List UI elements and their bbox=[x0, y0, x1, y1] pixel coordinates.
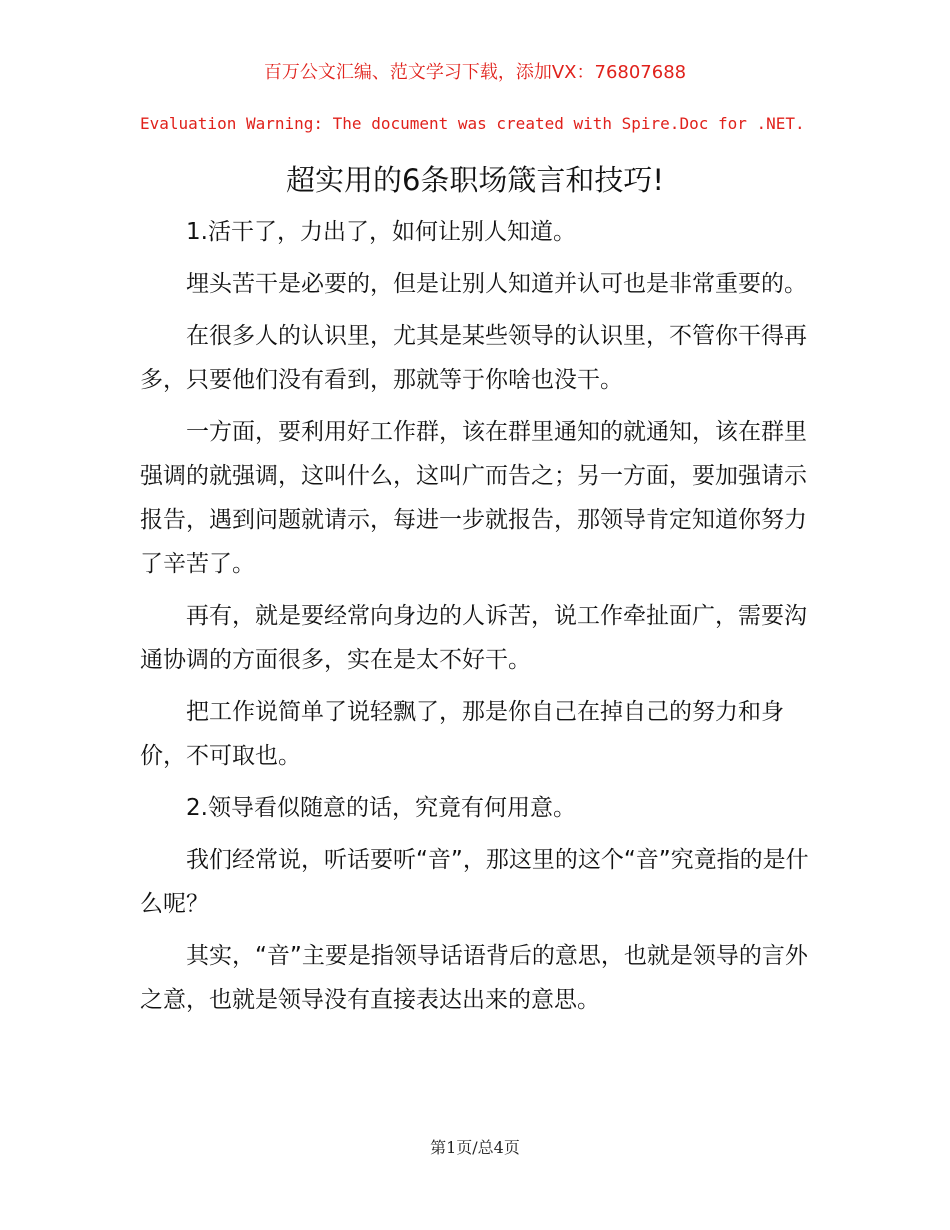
document-body bbox=[140, 210, 812, 1030]
page-footer: 第1页/总4页 bbox=[430, 1138, 520, 1157]
paragraph: 埋头苦干是必要的，但是让别人知道并认可也是非常重要的。 bbox=[186, 271, 807, 297]
paragraph: 再有，就是要经常向身边的人诉苦，说工作牵扯面广，需要沟通协调的方面很多，实在是太不好干。 bbox=[140, 603, 807, 673]
header-banner: 百万公文汇编、范文学习下载，添加VX：76807688 bbox=[263, 62, 687, 83]
paragraph: 1.活干了，力出了，如何让别人知道。 bbox=[186, 219, 576, 245]
paragraph: 其实，“音”主要是指领导话语背后的意思，也就是领导的言外之意，也就是领导没有直接表达出来的意思。 bbox=[140, 943, 808, 1013]
document-title: 超实用的6条职场箴言和技巧! bbox=[285, 163, 665, 197]
paragraph: 一方面，要利用好工作群，该在群里通知的就通知，该在群里强调的就强调，这叫什么，这叫广而告之；另一方面，要加强请示报告，遇到问题就请示，每进一步就报告，那领导肯定知道你努力了辛苦了。 bbox=[140, 419, 807, 577]
paragraph: 把工作说简单了说轻飘了，那是你自己在掉自己的努力和身价，不可取也。 bbox=[140, 699, 784, 769]
evaluation-warning: Evaluation Warning: The document was created with Spire.Doc for .NET. bbox=[140, 114, 805, 133]
paragraph: 2.领导看似随意的话，究竟有何用意。 bbox=[186, 795, 576, 821]
paragraph: 我们经常说，听话要听“音”，那这里的这个“音”究竟指的是什么呢？ bbox=[140, 847, 809, 917]
paragraph: 在很多人的认识里，尤其是某些领导的认识里，不管你干得再多，只要他们没有看到，那就等于你啥也没干。 bbox=[140, 323, 807, 393]
